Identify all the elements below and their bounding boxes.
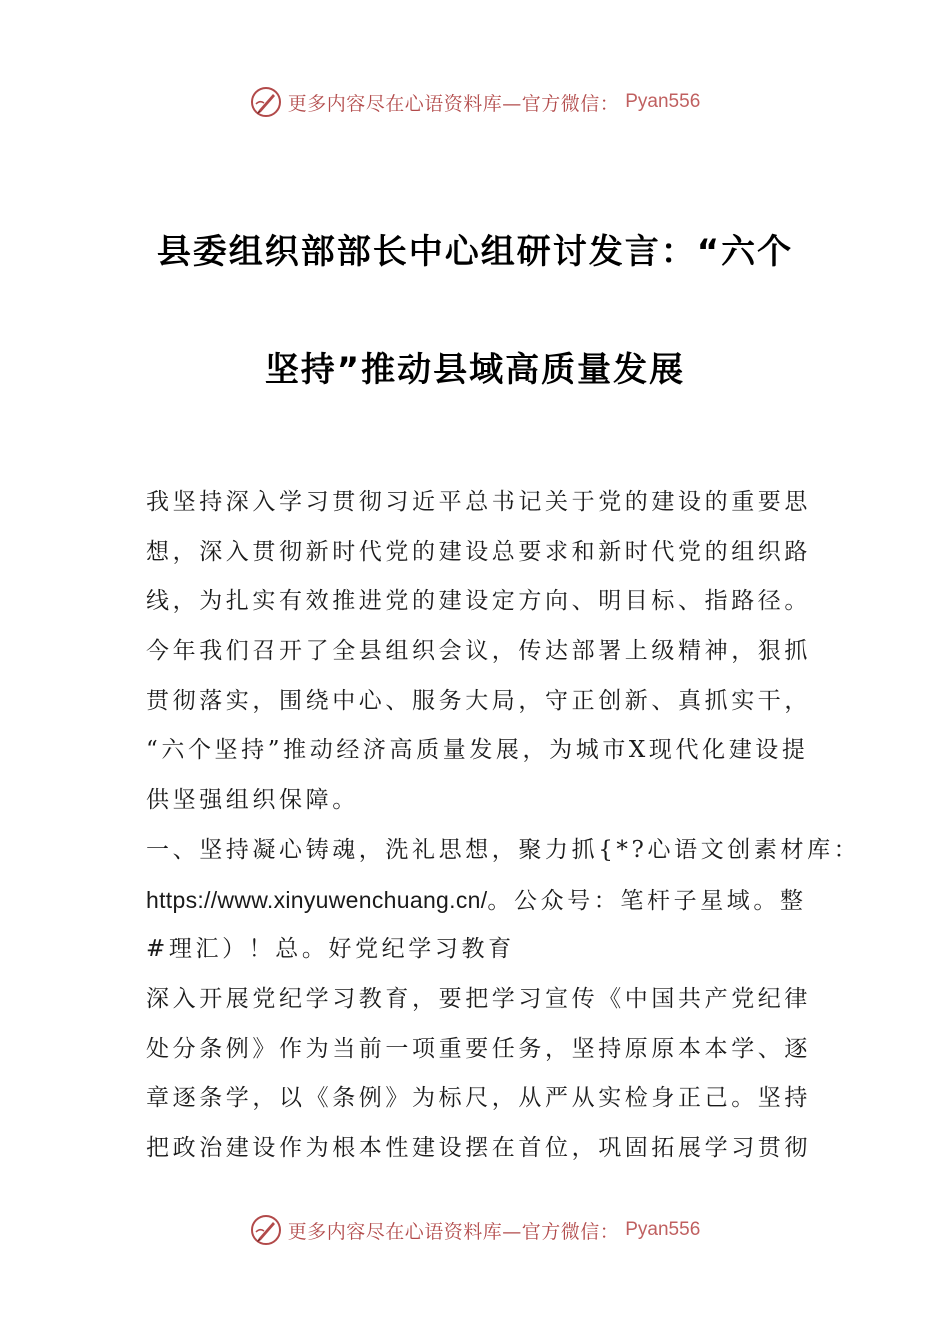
watermark-text: 更多内容尽在心语资料库—官方微信： [287,92,620,115]
document-body [146,478,861,1174]
body-line: 章逐条学，以《条例》为标尺，从严从实检身正己。坚持 [146,1085,811,1112]
source-url-link[interactable]: https://www.xinyuwenchuang.cn/ [146,886,488,913]
document-title-line-2: 坚持”推动县域高质量发展 [264,350,686,390]
body-line: 把政治建设作为根本性建设摆在首位，巩固拓展学习贯彻 [146,1134,811,1161]
url-line [146,876,811,926]
watermark-id: Pyan556 [625,1219,701,1240]
body-line: #理汇）！总。好党纪学习教育 [146,936,515,963]
document-title-line-1: 县委组织部部长中心组研讨发言：“六个 [156,232,794,272]
quill-pen-icon [250,1214,282,1246]
quill-pen-icon [250,86,282,118]
watermark-text: 更多内容尽在心语资料库—官方微信： [287,1220,620,1243]
body-line: 线，为扎实有效推进党的建设定方向、明目标、指路径。 [146,588,811,615]
body-line: 我坚持深入学习贯彻习近平总书记关于党的建设的重要思 [146,489,811,515]
body-line: 今年我们召开了全县组织会议，传达部署上级精神，狠抓 [146,638,811,665]
body-line: 供坚强组织保障。 [146,787,359,814]
body-line: “六个坚持”推动经济高质量发展，为城市X现代化建设提 [146,737,809,764]
body-line: 想，深入贯彻新时代党的建设总要求和新时代党的组织路 [146,538,811,565]
body-line: 处分条例》作为当前一项重要任务，坚持原原本本学、逐 [146,1035,811,1062]
section-heading-line: 一、坚持凝心铸魂，洗礼思想，聚力抓{*?心语文创素材库： [146,836,861,863]
body-line: 深入开展党纪学习教育，要把学习宣传《中国共产党纪律 [146,985,811,1012]
url-line-suffix: 。公众号：笔杆子星域。整 [487,887,807,914]
body-line: 贯彻落实，围绕中心、服务大局，守正创新、真抓实干， [146,687,811,714]
watermark-banner-top [0,82,950,122]
watermark-id: Pyan556 [625,91,701,112]
watermark-banner-bottom [0,1210,950,1250]
